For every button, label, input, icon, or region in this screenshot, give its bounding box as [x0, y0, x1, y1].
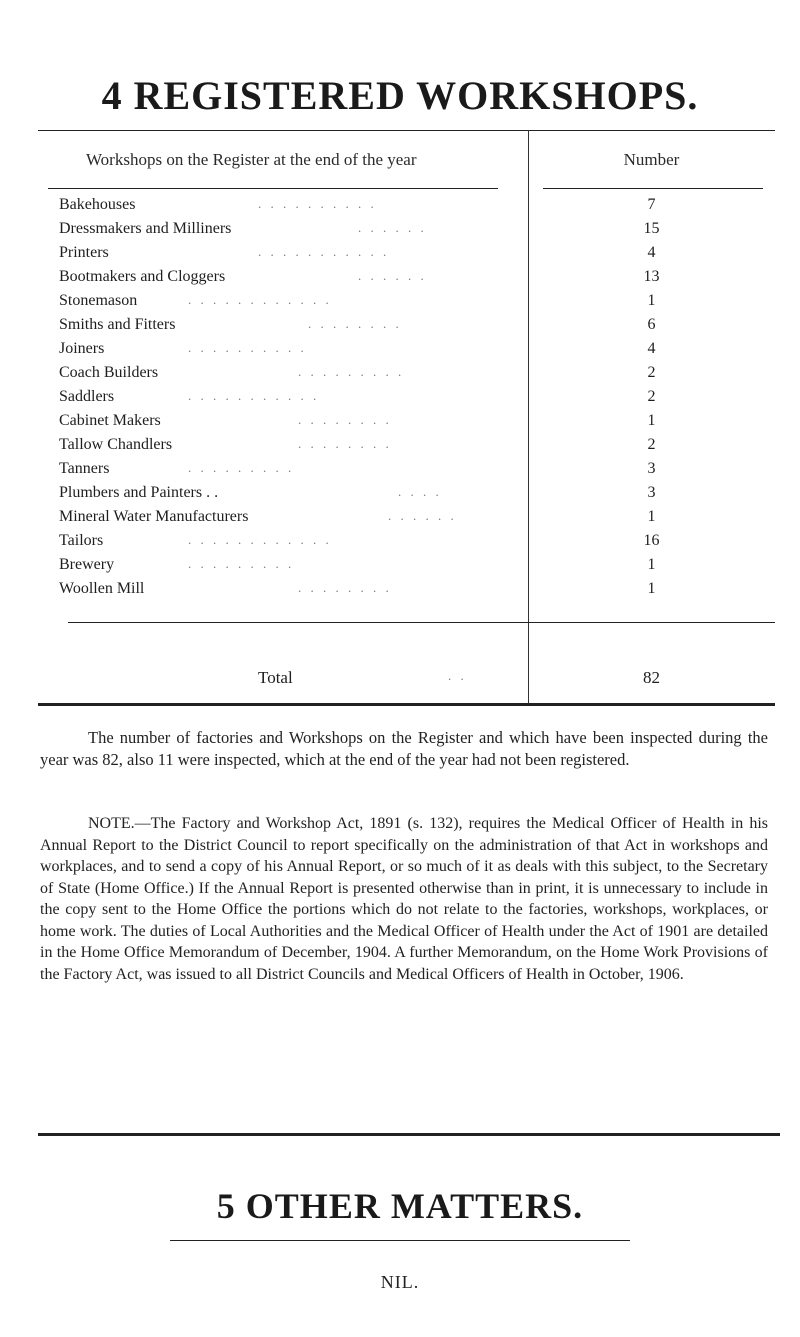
row-label: Cabinet Makers: [59, 412, 161, 429]
row-leader-dots: . . . .: [398, 484, 442, 499]
row-label: Bootmakers and Cloggers: [59, 268, 226, 285]
row-label: Bakehouses: [59, 196, 136, 213]
column-header-workshops: Workshops on the Register at the end of the year: [86, 150, 417, 169]
row-leader-dots: . . . . . .: [358, 268, 427, 283]
table-row: [38, 220, 775, 244]
row-label: Dressmakers and Milliners: [59, 220, 232, 237]
row-leader-dots: . . . . . . . .: [298, 436, 392, 451]
table-row: [38, 460, 775, 484]
row-value: 4: [647, 244, 656, 261]
row-value: 1: [647, 556, 656, 573]
table-row: [38, 412, 775, 436]
table-row: [38, 484, 775, 508]
row-value: 2: [647, 364, 656, 381]
row-label: Saddlers: [59, 388, 115, 405]
section-heading-other-matters: 5 OTHER MATTERS.: [216, 1186, 584, 1226]
row-label: Brewery: [59, 556, 115, 573]
row-leader-dots: . . . . . . . .: [308, 316, 402, 331]
row-value: 3: [647, 484, 656, 501]
table-row: [38, 436, 775, 460]
row-value: 2: [647, 388, 656, 405]
table-row: [38, 508, 775, 532]
total-rule: [68, 622, 775, 623]
row-leader-dots: . . . . . . . . . .: [258, 196, 377, 211]
table-row: [38, 556, 775, 580]
row-value: 1: [647, 412, 656, 429]
row-label: Printers: [59, 244, 109, 261]
row-leader-dots: . . . . . . . . . . . .: [188, 532, 332, 547]
row-label: Joiners: [59, 340, 105, 357]
total-label: Total: [258, 668, 293, 687]
table-row: [38, 292, 775, 316]
row-leader-dots: . . . . . . . . .: [298, 364, 405, 379]
table-row: [38, 364, 775, 388]
note-paragraph: NOTE.—The Factory and Workshop Act, 1891 (s. 132), requires the Medical Officer of Health in his Annual Report to the District Council to report specifically on the administration of that Act in workshops and workplaces, and to send a copy of his Annual Report, or so much of it as deals with this subject, to the Secretary of State (Home Office.) If the Annual Report is presented otherwise than in print, it is unnecessary to include in the copy sent to the Home Office the portions which do not relate to the factories, workshops, workplaces, or home work. The duties of Local Authorities and the Medical Officer of Health under the Act of 1901 are detailed in the Home Office Memorandum of December, 1904. A further Memorandum, on the Home Work Provisions of the Factory Act, was issued to all District Councils and Medical Officers of Health in October, 1906.: [40, 815, 768, 983]
row-value: 4: [647, 340, 656, 357]
table-bottom-rule: [38, 703, 775, 706]
row-value: 13: [643, 268, 660, 285]
header-rule-number: [543, 188, 763, 189]
other-matters-rule: [170, 1240, 630, 1241]
row-value: 1: [647, 508, 656, 525]
section-separator: [38, 1133, 780, 1136]
inspection-summary-paragraph: The number of factories and Workshops on the Register and which have been inspected during the year was 82, also 11 were inspected, which at the end of the year had not been registered.: [40, 728, 768, 769]
header-rule: [48, 188, 498, 189]
row-value: 3: [647, 460, 656, 477]
row-value: 16: [643, 532, 660, 549]
table-row: [38, 244, 775, 268]
section-heading-registered-workshops: 4 REGISTERED WORKSHOPS.: [101, 73, 699, 118]
row-value: 1: [647, 292, 656, 309]
row-label: Mineral Water Manufacturers: [59, 508, 249, 525]
row-leader-dots: . . . . . .: [358, 220, 427, 235]
row-label: Tallow Chandlers: [59, 436, 173, 453]
row-leader-dots: . . . . . . . .: [298, 580, 392, 595]
row-leader-dots: . . . . . . . . . .: [188, 340, 307, 355]
column-header-number: Number: [623, 150, 680, 169]
row-leader-dots: . . . . . . . . . . .: [258, 244, 390, 259]
row-value: 15: [643, 220, 660, 237]
table-row: [38, 340, 775, 364]
row-leader-dots: . . . . . . . . . . . .: [188, 292, 332, 307]
total-value: 82: [643, 668, 660, 687]
table-row: [38, 532, 775, 556]
row-leader-dots: . . . . . . . .: [298, 412, 392, 427]
row-label: Coach Builders: [59, 364, 159, 381]
row-label: Woollen Mill: [59, 580, 145, 597]
row-leader-dots: . . . . . . . . . . .: [188, 388, 320, 403]
row-label: Tailors: [59, 532, 104, 549]
row-value: 1: [647, 580, 656, 597]
table-row: [38, 580, 775, 604]
row-value: 2: [647, 436, 656, 453]
row-leader-dots: . . . . . .: [388, 508, 457, 523]
total-leader-dots: . .: [448, 668, 467, 683]
row-value: 7: [647, 196, 656, 213]
table-row: [38, 388, 775, 412]
row-label: Tanners: [59, 460, 110, 477]
row-value: 6: [647, 316, 656, 333]
row-label: Smiths and Fitters: [59, 316, 176, 333]
table-row: [38, 268, 775, 292]
row-label: Plumbers and Painters . .: [59, 484, 219, 501]
other-matters-body: NIL.: [380, 1272, 420, 1292]
row-label: Stonemason: [59, 292, 138, 309]
row-leader-dots: . . . . . . . . .: [188, 556, 295, 571]
table-row: [38, 196, 775, 220]
table-row: [38, 316, 775, 340]
workshops-table: [38, 130, 775, 702]
row-leader-dots: . . . . . . . . .: [188, 460, 295, 475]
